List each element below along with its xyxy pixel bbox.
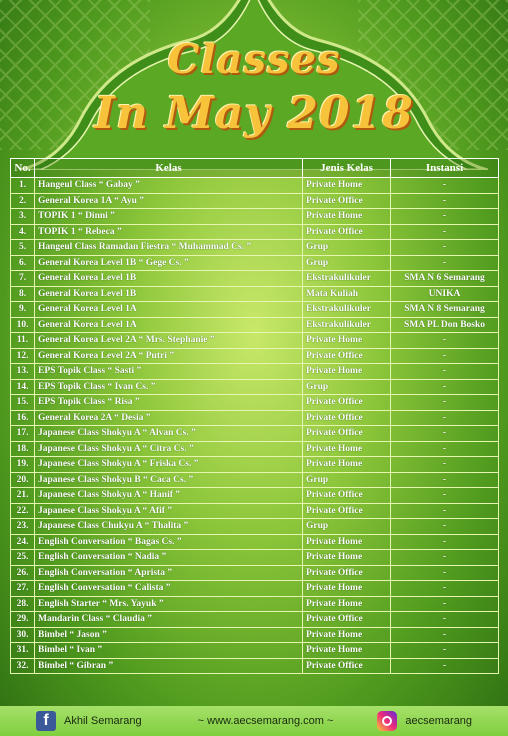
row-number: 4. xyxy=(11,224,35,240)
institution: - xyxy=(391,643,499,659)
institution: - xyxy=(391,627,499,643)
header-jenis-kelas: Jenis Kelas xyxy=(303,159,391,178)
table-row xyxy=(11,488,499,504)
row-number: 22. xyxy=(11,503,35,519)
class-name: Japanese Class Shokyu A “ Hanif ” xyxy=(35,488,303,504)
class-name: Mandarin Class “ Claudia ” xyxy=(35,612,303,628)
table-row xyxy=(11,255,499,271)
class-type: Private Office xyxy=(303,426,391,442)
institution: - xyxy=(391,658,499,674)
row-number: 19. xyxy=(11,457,35,473)
class-type: Private Office xyxy=(303,395,391,411)
header-no: No. xyxy=(11,159,35,178)
table-row xyxy=(11,240,499,256)
class-name: General Korea Level 1A xyxy=(35,302,303,318)
class-type: Ekstrakulikuler xyxy=(303,317,391,333)
class-name: General Korea Level 2A “ Mrs. Stephanie ” xyxy=(35,333,303,349)
table-row xyxy=(11,286,499,302)
row-number: 9. xyxy=(11,302,35,318)
row-number: 23. xyxy=(11,519,35,535)
institution: - xyxy=(391,519,499,535)
institution: UNIKA xyxy=(391,286,499,302)
classes-table xyxy=(10,158,499,674)
institution: - xyxy=(391,550,499,566)
title-classes: Classes xyxy=(167,36,341,83)
class-type: Private Home xyxy=(303,178,391,194)
institution: - xyxy=(391,457,499,473)
class-type: Private Office xyxy=(303,565,391,581)
class-name: EPS Topik Class “ Ivan Cs. ” xyxy=(35,379,303,395)
class-type: Private Home xyxy=(303,534,391,550)
class-type: Grup xyxy=(303,240,391,256)
row-number: 30. xyxy=(11,627,35,643)
institution: SMA N 6 Semarang xyxy=(391,271,499,287)
class-type: Private Office xyxy=(303,348,391,364)
class-type: Private Home xyxy=(303,643,391,659)
institution: - xyxy=(391,209,499,225)
table-row xyxy=(11,426,499,442)
class-type: Private Home xyxy=(303,457,391,473)
table-row xyxy=(11,348,499,364)
row-number: 32. xyxy=(11,658,35,674)
row-number: 27. xyxy=(11,581,35,597)
row-number: 31. xyxy=(11,643,35,659)
institution: - xyxy=(391,224,499,240)
institution: - xyxy=(391,395,499,411)
class-type: Private Office xyxy=(303,193,391,209)
institution: - xyxy=(391,581,499,597)
class-name: Japanese Class Shokyu A “ Afif ” xyxy=(35,503,303,519)
row-number: 20. xyxy=(11,472,35,488)
table-row xyxy=(11,364,499,380)
class-name: EPS Topik Class “ Sasti ” xyxy=(35,364,303,380)
facebook-icon[interactable]: f xyxy=(36,711,56,731)
table-row xyxy=(11,565,499,581)
table-row xyxy=(11,209,499,225)
row-number: 24. xyxy=(11,534,35,550)
table-row xyxy=(11,178,499,194)
row-number: 21. xyxy=(11,488,35,504)
table-row xyxy=(11,612,499,628)
class-name: Bimbel “ Jason ” xyxy=(35,627,303,643)
facebook-account-name[interactable]: Akhil Semarang xyxy=(64,715,142,727)
row-number: 28. xyxy=(11,596,35,612)
footer-bar xyxy=(0,706,508,736)
table-row xyxy=(11,457,499,473)
institution: - xyxy=(391,240,499,256)
table-row xyxy=(11,550,499,566)
class-type: Grup xyxy=(303,519,391,535)
class-type: Grup xyxy=(303,472,391,488)
class-type: Private Office xyxy=(303,658,391,674)
table-row xyxy=(11,581,499,597)
table-row xyxy=(11,534,499,550)
table-row xyxy=(11,441,499,457)
dome-ornament xyxy=(20,0,488,170)
table-row xyxy=(11,317,499,333)
row-number: 8. xyxy=(11,286,35,302)
website-link[interactable]: ~ www.aecsemarang.com ~ xyxy=(197,715,334,727)
institution: - xyxy=(391,612,499,628)
class-name: Hangeul Class “ Gabay ” xyxy=(35,178,303,194)
row-number: 26. xyxy=(11,565,35,581)
class-type: Private Home xyxy=(303,627,391,643)
class-type: Grup xyxy=(303,379,391,395)
instagram-account-name[interactable]: aecsemarang xyxy=(405,715,473,727)
row-number: 5. xyxy=(11,240,35,256)
table-row xyxy=(11,627,499,643)
row-number: 2. xyxy=(11,193,35,209)
table-row xyxy=(11,302,499,318)
title-month: In May 2018 xyxy=(94,88,414,139)
institution: - xyxy=(391,565,499,581)
class-name: General Korea Level 1B “ Gege Cs. ” xyxy=(35,255,303,271)
class-name: TOPIK 1 “ Dinni ” xyxy=(35,209,303,225)
header-kelas: Kelas xyxy=(35,159,303,178)
class-name: EPS Topik Class “ Risa ” xyxy=(35,395,303,411)
row-number: 12. xyxy=(11,348,35,364)
institution: - xyxy=(391,441,499,457)
class-type: Private Office xyxy=(303,488,391,504)
class-name: English Starter “ Mrs. Yayuk ” xyxy=(35,596,303,612)
class-type: Grup xyxy=(303,255,391,271)
class-name: Hangeul Class Ramadan Fiestra “ Muhammad Cs. ” xyxy=(35,240,303,256)
class-type: Private Home xyxy=(303,581,391,597)
class-name: Bimbel “ Ivan ” xyxy=(35,643,303,659)
row-number: 11. xyxy=(11,333,35,349)
table-row xyxy=(11,410,499,426)
institution: - xyxy=(391,534,499,550)
table-row xyxy=(11,395,499,411)
class-name: English Conversation “ Aprista ” xyxy=(35,565,303,581)
row-number: 18. xyxy=(11,441,35,457)
class-type: Private Home xyxy=(303,364,391,380)
row-number: 17. xyxy=(11,426,35,442)
table-row xyxy=(11,658,499,674)
row-number: 10. xyxy=(11,317,35,333)
institution: - xyxy=(391,503,499,519)
table-row xyxy=(11,224,499,240)
class-type: Private Home xyxy=(303,550,391,566)
institution: - xyxy=(391,364,499,380)
table-row xyxy=(11,503,499,519)
class-type: Ekstrakulikuler xyxy=(303,271,391,287)
table-row xyxy=(11,193,499,209)
table-row xyxy=(11,643,499,659)
row-number: 15. xyxy=(11,395,35,411)
class-type: Private Office xyxy=(303,503,391,519)
institution: - xyxy=(391,333,499,349)
row-number: 25. xyxy=(11,550,35,566)
row-number: 6. xyxy=(11,255,35,271)
table-row xyxy=(11,271,499,287)
institution: - xyxy=(391,379,499,395)
row-number: 29. xyxy=(11,612,35,628)
class-type: Mata Kuliah xyxy=(303,286,391,302)
instagram-icon[interactable] xyxy=(377,711,397,731)
institution: - xyxy=(391,426,499,442)
institution: - xyxy=(391,472,499,488)
class-name: General Korea Level 1B xyxy=(35,286,303,302)
table-row xyxy=(11,333,499,349)
class-name: General Korea Level 1B xyxy=(35,271,303,287)
class-name: General Korea Level 2A “ Putri ” xyxy=(35,348,303,364)
class-name: TOPIK 1 “ Rebeca ” xyxy=(35,224,303,240)
class-type: Private Home xyxy=(303,209,391,225)
institution: - xyxy=(391,596,499,612)
institution: - xyxy=(391,410,499,426)
institution: - xyxy=(391,193,499,209)
table-row xyxy=(11,472,499,488)
class-type: Private Office xyxy=(303,612,391,628)
class-name: English Conversation “ Calista ” xyxy=(35,581,303,597)
class-name: Japanese Class Shokyu A “ Friska Cs. ” xyxy=(35,457,303,473)
class-name: Bimbel “ Gibran ” xyxy=(35,658,303,674)
institution: SMA N 8 Semarang xyxy=(391,302,499,318)
class-name: English Conversation “ Nadia ” xyxy=(35,550,303,566)
table-row xyxy=(11,519,499,535)
row-number: 3. xyxy=(11,209,35,225)
class-name: Japanese Class Chukyu A “ Thalita ” xyxy=(35,519,303,535)
institution: - xyxy=(391,488,499,504)
class-name: General Korea 2A “ Desia ” xyxy=(35,410,303,426)
class-name: Japanese Class Shokyu A “ Alvan Cs. ” xyxy=(35,426,303,442)
institution: SMA PL Don Bosko xyxy=(391,317,499,333)
header-instansi: Instansi xyxy=(391,159,499,178)
row-number: 14. xyxy=(11,379,35,395)
table-header-row xyxy=(11,159,499,178)
row-number: 1. xyxy=(11,178,35,194)
class-name: English Conversation “ Bagas Cs. ” xyxy=(35,534,303,550)
table-row xyxy=(11,379,499,395)
class-type: Ekstrakulikuler xyxy=(303,302,391,318)
class-type: Private Home xyxy=(303,596,391,612)
row-number: 13. xyxy=(11,364,35,380)
institution: - xyxy=(391,348,499,364)
class-name: Japanese Class Shokyu A “ Citra Cs. ” xyxy=(35,441,303,457)
row-number: 7. xyxy=(11,271,35,287)
institution: - xyxy=(391,178,499,194)
class-name: Japanese Class Shokyu B “ Caca Cs. ” xyxy=(35,472,303,488)
institution: - xyxy=(391,255,499,271)
class-type: Private Office xyxy=(303,224,391,240)
class-name: General Korea 1A “ Ayu ” xyxy=(35,193,303,209)
class-type: Private Home xyxy=(303,333,391,349)
class-type: Private Home xyxy=(303,441,391,457)
class-name: General Korea Level 1A xyxy=(35,317,303,333)
class-type: Private Office xyxy=(303,410,391,426)
table-row xyxy=(11,596,499,612)
row-number: 16. xyxy=(11,410,35,426)
